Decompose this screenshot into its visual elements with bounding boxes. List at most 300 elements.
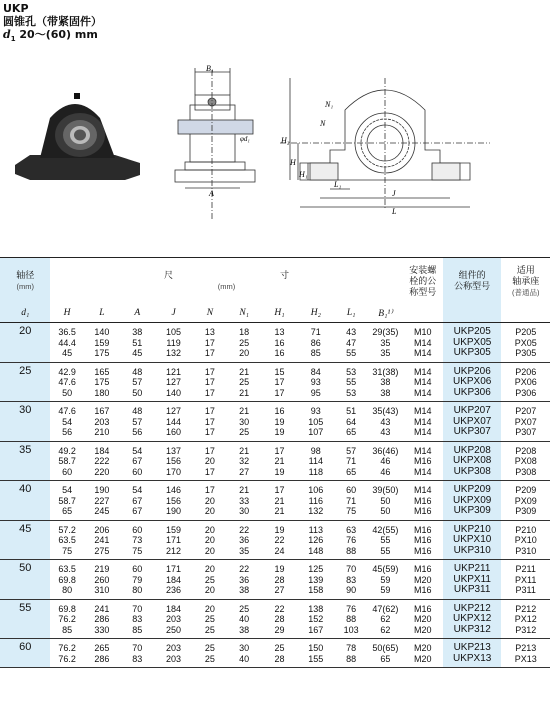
unit-model-cell: UKPX12 xyxy=(443,614,502,625)
dimension-cell: 35 xyxy=(227,546,261,560)
dimension-cell: 62 xyxy=(380,614,391,624)
dimension-cell: 127 xyxy=(166,377,182,387)
dimension-cell: 46 xyxy=(380,456,391,466)
unit-model-cell: UKP209 xyxy=(443,481,502,496)
dimension-cell: 71 xyxy=(346,456,357,466)
dimension-cell: 50 xyxy=(368,506,402,520)
table-row xyxy=(0,402,550,417)
dimension-cell: 69.8 xyxy=(58,603,76,614)
dimension-cell: 148 xyxy=(298,546,334,560)
unit-model-cell: UKPX11 xyxy=(443,575,502,586)
technical-drawing xyxy=(0,50,550,230)
dimension-cell: 250 xyxy=(154,625,192,639)
dimension-cell: 44.4 xyxy=(58,337,76,348)
bore-diameter-cell: 45 xyxy=(0,520,50,560)
dimension-cell: 17 xyxy=(274,485,285,495)
dimension-cell: 310 xyxy=(84,585,120,599)
dimension-cell: 152 xyxy=(308,614,324,624)
dimension-cell: M16 xyxy=(403,506,443,520)
dimension-cell: 83 xyxy=(120,654,154,668)
dimension-cell: 63 xyxy=(346,524,357,535)
unit-model-cell: UKP307 xyxy=(443,427,502,441)
dimension-cell: 150 xyxy=(308,643,324,653)
dimension-cell: 57 xyxy=(132,416,143,427)
unit-model-cell: UKP311 xyxy=(443,585,502,599)
dimension-cell: 42(55) xyxy=(372,524,399,535)
dimension-cell: 190 xyxy=(154,506,192,520)
dimension-cell: 78 xyxy=(346,643,357,653)
dimension-cell: 18 xyxy=(239,327,250,337)
dimension-cell: 245 xyxy=(84,506,120,520)
dimension-cell: M14 xyxy=(413,406,432,416)
unit-model-cell: UKP205 xyxy=(443,323,502,338)
dimension-cell: 28 xyxy=(261,654,297,668)
dimension-cell: 156 xyxy=(166,456,182,466)
dimension-cell: 27 xyxy=(261,585,297,599)
header-housing: 适用 轴承座 (普通品) xyxy=(501,258,550,305)
dimension-cell: 29 xyxy=(261,625,297,639)
dimension-cell: 62 xyxy=(368,625,402,639)
dimension-cell: 45(59) xyxy=(372,564,399,574)
dimension-cell: 21 xyxy=(227,388,261,402)
dimension-cell: 16 xyxy=(274,406,285,416)
dimension-cell: 53 xyxy=(346,366,357,377)
dimension-cell: 85 xyxy=(298,348,334,362)
dimension-cell: 17 xyxy=(204,366,215,377)
dimension-cell: 16 xyxy=(274,337,285,348)
dimension-cell: 75 xyxy=(334,506,368,520)
dimension-cell: 286 xyxy=(94,614,110,624)
dimension-cell: M16 xyxy=(413,495,432,506)
dimension-cell: 106 xyxy=(308,485,324,495)
dimension-cell: 20 xyxy=(204,495,215,506)
table-row xyxy=(0,599,550,614)
dimension-cell: 13 xyxy=(274,327,285,337)
dimension-cell: 30 xyxy=(239,416,250,427)
dimension-cell: 103 xyxy=(334,625,368,639)
dimension-cell: 20 xyxy=(204,603,215,614)
dimension-cell: 73 xyxy=(132,535,143,545)
page-header xyxy=(3,2,102,46)
housing-cell: P306 xyxy=(501,388,550,402)
dimension-cell: 75 xyxy=(50,546,83,560)
dimension-cell: M20 xyxy=(413,643,432,653)
subheader-cell: N₁ xyxy=(227,304,261,323)
label-d1: φd₁ xyxy=(240,135,250,143)
dimension-cell: 76 xyxy=(346,603,357,614)
dimension-cell: 140 xyxy=(94,327,110,337)
dimension-cell: 70 xyxy=(346,564,357,574)
dimension-cell: 140 xyxy=(154,388,192,402)
table-row xyxy=(0,639,550,654)
dimension-cell: 88 xyxy=(334,546,368,560)
dimension-cell: 65 xyxy=(368,654,402,668)
dimension-cell: 59 xyxy=(368,585,402,599)
dimension-cell: 107 xyxy=(298,427,334,441)
dimension-cell: 19 xyxy=(274,416,285,427)
dimension-cell: 203 xyxy=(166,643,182,653)
dimension-cell: 17 xyxy=(204,337,215,348)
dimension-cell: 28 xyxy=(274,574,285,585)
dimension-cell: 21 xyxy=(261,506,297,520)
dimension-cell: 21 xyxy=(274,456,285,466)
header-bore: 轴径 (mm) xyxy=(0,258,50,305)
housing-cell: PX08 xyxy=(514,456,537,466)
dimension-cell: 54 xyxy=(132,445,143,456)
subheader-cell: H₂ xyxy=(298,304,334,323)
housing-cell: P312 xyxy=(501,625,550,639)
dimension-cell: 20 xyxy=(204,456,215,466)
unit-model-cell: UKPX13 xyxy=(443,654,502,668)
unit-model-cell: UKP206 xyxy=(443,362,502,377)
dimension-cell: M14 xyxy=(403,467,443,481)
dimension-cell: 175 xyxy=(84,348,120,362)
dimension-cell: 38 xyxy=(368,388,402,402)
unit-model-cell: UKP309 xyxy=(443,506,502,520)
dimension-cell: 167 xyxy=(298,625,334,639)
pillow-block-photo xyxy=(15,93,140,180)
dimension-cell: 132 xyxy=(154,348,192,362)
dimension-cell: 76.2 xyxy=(58,643,76,653)
dimension-cell: 210 xyxy=(84,427,120,441)
dimension-cell: 36 xyxy=(239,574,250,585)
dimension-cell: 184 xyxy=(94,445,110,456)
label-n: N xyxy=(320,119,326,128)
dimension-cell: M20 xyxy=(413,614,432,624)
dimension-cell: 58.7 xyxy=(58,456,76,466)
dimension-cell: 67 xyxy=(132,495,143,506)
dimension-cell: 36(46) xyxy=(372,445,399,456)
bore-diameter-cell: 50 xyxy=(0,560,50,600)
unit-model-cell: UKPX07 xyxy=(443,417,502,428)
dimension-cell: 25 xyxy=(204,574,215,585)
dimension-cell: 121 xyxy=(166,366,182,377)
dimension-cell: 175 xyxy=(94,377,110,387)
housing-cell: PX12 xyxy=(514,614,537,624)
bore-diameter-cell: 60 xyxy=(0,639,50,668)
dimension-cell: 20 xyxy=(193,546,227,560)
dimension-cell: M16 xyxy=(413,524,432,535)
dimension-cell: 35 xyxy=(368,348,402,362)
dimension-cell: 64 xyxy=(346,416,357,427)
table-row xyxy=(0,585,550,599)
dimension-cell: 171 xyxy=(166,564,182,574)
label-h: H xyxy=(290,158,296,167)
dimensions-table xyxy=(0,257,550,668)
housing-cell: P208 xyxy=(515,445,537,456)
dimension-cell: 43 xyxy=(368,427,402,441)
dimension-cell: 54 xyxy=(62,416,73,427)
dimension-cell: 36 xyxy=(239,535,250,545)
dimension-cell: 98 xyxy=(310,445,321,456)
subheader-cell: N xyxy=(193,304,227,323)
dimension-cell: 22 xyxy=(274,535,285,545)
dimension-cell: 165 xyxy=(94,366,110,377)
unit-model-cell: UKP306 xyxy=(443,388,502,402)
dimension-cell: 57.2 xyxy=(58,524,76,535)
dimension-cell: 55 xyxy=(346,377,357,387)
unit-model-cell: UKP213 xyxy=(443,639,502,654)
dimension-cell: 119 xyxy=(166,337,181,348)
dimension-cell: M14 xyxy=(413,366,432,377)
dimension-cell: 16 xyxy=(261,348,297,362)
dimension-cell: 21 xyxy=(274,495,285,506)
dimension-cell: 65 xyxy=(334,467,368,481)
unit-model-cell: UKPX06 xyxy=(443,377,502,388)
dimension-cell: 30 xyxy=(239,643,250,653)
table-row xyxy=(0,560,550,575)
dimension-cell: 170 xyxy=(154,467,192,481)
dimension-cell: 144 xyxy=(166,416,182,427)
dimension-cell: 29(35) xyxy=(372,327,399,337)
dimension-cell: 260 xyxy=(94,574,110,585)
dimension-cell: 126 xyxy=(308,535,324,545)
unit-model-cell: UKPX05 xyxy=(443,338,502,349)
table-body xyxy=(0,304,550,668)
dimension-cell: M20 xyxy=(413,574,432,585)
dimension-cell: 80 xyxy=(50,585,83,599)
dimension-cell: 33 xyxy=(239,495,250,506)
subheader-cell: A xyxy=(120,304,154,323)
dimension-cell: 38 xyxy=(227,625,261,639)
dimension-cell: 32 xyxy=(239,456,250,466)
dimension-cell: 286 xyxy=(84,654,120,668)
dimension-cell: 25 xyxy=(227,427,261,441)
dimension-cell: 21 xyxy=(239,485,250,495)
subheader-cell: L xyxy=(84,304,120,323)
dimension-cell: 42.9 xyxy=(58,366,76,377)
dimension-cell: 156 xyxy=(166,495,182,506)
dimension-cell: 17 xyxy=(274,445,285,456)
dimension-cell: 25 xyxy=(193,625,227,639)
dimension-cell: 60 xyxy=(132,564,143,574)
housing-cell: PX10 xyxy=(514,535,537,545)
housing-cell: PX13 xyxy=(501,654,550,668)
dimension-cell: 25 xyxy=(193,654,227,668)
housing-cell: P210 xyxy=(515,524,537,535)
dimension-cell: 132 xyxy=(298,506,334,520)
dimension-cell: 206 xyxy=(94,524,110,535)
bore-diameter-cell: 35 xyxy=(0,441,50,481)
subheader-cell: B₁¹⁾ xyxy=(368,304,402,323)
dimension-cell: 227 xyxy=(94,495,110,506)
housing-cell: PX06 xyxy=(514,377,537,387)
table-row xyxy=(0,388,550,402)
unit-model-cell: UKPX09 xyxy=(443,496,502,507)
dimension-cell: M20 xyxy=(403,654,443,668)
dimension-cell: 84 xyxy=(310,366,321,377)
dimension-cell: 71 xyxy=(310,327,321,337)
table-row xyxy=(0,362,550,377)
unit-model-cell: UKPX10 xyxy=(443,535,502,546)
dimension-cell: 35(43) xyxy=(372,406,399,416)
housing-cell: P308 xyxy=(501,467,550,481)
label-a: A xyxy=(209,189,214,198)
dimension-cell: 25 xyxy=(204,614,215,624)
dimension-cell: 46 xyxy=(368,467,402,481)
dimension-cell: M14 xyxy=(413,445,432,456)
dimension-cell: 22 xyxy=(239,524,250,535)
unit-model-cell: UKP210 xyxy=(443,520,502,535)
dimension-cell: 70 xyxy=(132,643,143,653)
dimension-cell: M16 xyxy=(413,535,432,545)
dimension-cell: 48 xyxy=(132,406,143,416)
dimension-cell: 51 xyxy=(346,406,357,416)
housing-cell: P309 xyxy=(501,506,550,520)
header-bolt: 安装螺 栓的公 称型号 xyxy=(403,258,443,305)
table-row xyxy=(0,535,550,546)
subheader-cell: H₁ xyxy=(261,304,297,323)
dimension-cell: 241 xyxy=(94,603,110,614)
bore-diameter-cell: 55 xyxy=(0,599,50,639)
dimension-cell: 19 xyxy=(261,427,297,441)
subheader-cell: J xyxy=(154,304,192,323)
dimension-cell: 60 xyxy=(120,467,154,481)
housing-cell: P205 xyxy=(515,327,537,337)
dimension-cell: M16 xyxy=(413,564,432,574)
bore-range: $d_1$ 20～(60) mm xyxy=(3,28,98,44)
dimension-cell: 76 xyxy=(346,535,357,545)
dimension-cell: 70 xyxy=(132,603,143,614)
dimension-cell: 139 xyxy=(308,574,324,585)
bore-diameter-cell: 25 xyxy=(0,362,50,402)
dimension-cell: 93 xyxy=(310,377,321,387)
dimension-cell: 88 xyxy=(334,654,368,668)
dimension-cell: 137 xyxy=(166,445,182,456)
dimension-cell: 17 xyxy=(204,406,215,416)
label-l: L xyxy=(392,207,397,216)
dimension-cell: 60 xyxy=(50,467,83,481)
dimension-cell: 113 xyxy=(308,524,323,535)
label-h1: H₁ xyxy=(299,170,308,179)
dimension-cell: 28 xyxy=(274,614,285,624)
dimension-cell: 25 xyxy=(204,643,215,653)
dimension-cell: 30 xyxy=(227,506,261,520)
dimension-cell: 19 xyxy=(274,524,285,535)
dimension-cell: 17 xyxy=(261,388,297,402)
housing-cell: P211 xyxy=(515,564,536,574)
table-row xyxy=(0,546,550,560)
dimension-cell: 17 xyxy=(204,485,215,495)
dimension-cell: 63.5 xyxy=(58,564,76,574)
unit-model-cell: UKP207 xyxy=(443,402,502,417)
subheader-cell: H xyxy=(50,304,83,323)
unit-model-cell: UKPX08 xyxy=(443,456,502,467)
subheader-cell: L₁ xyxy=(334,304,368,323)
dimension-cell: 50 xyxy=(120,388,154,402)
dimension-cell: M16 xyxy=(413,456,432,466)
dimension-cell: 21 xyxy=(239,445,250,456)
dimension-cell: 20 xyxy=(204,535,215,545)
housing-cell: P206 xyxy=(515,366,537,377)
housing-cell: PX11 xyxy=(515,574,537,585)
dimension-cell: M14 xyxy=(403,427,443,441)
dimension-cell: 190 xyxy=(94,485,110,495)
dimension-cell: M14 xyxy=(413,485,432,495)
dimension-cell: 53 xyxy=(334,388,368,402)
dimension-cell: 155 xyxy=(298,654,334,668)
dimension-cell: 79 xyxy=(132,574,143,585)
dimension-cell: 47 xyxy=(346,337,357,348)
dimension-cell: 93 xyxy=(310,406,321,416)
dimension-cell: 118 xyxy=(298,467,334,481)
dimension-cell: 40 xyxy=(227,654,261,668)
dimension-cell: 17 xyxy=(204,416,215,427)
table-row xyxy=(0,625,550,639)
dimension-cell: 17 xyxy=(274,377,285,387)
dimension-cell: 86 xyxy=(310,337,321,348)
dimension-cell: 95 xyxy=(298,388,334,402)
unit-model-cell: UKP212 xyxy=(443,599,502,614)
dimension-cell: 220 xyxy=(84,467,120,481)
dimension-cell: 20 xyxy=(204,524,215,535)
label-l1: L₁ xyxy=(334,180,342,189)
housing-cell: P310 xyxy=(501,546,550,560)
housing-cell: P305 xyxy=(501,348,550,362)
dimension-cell: 45 xyxy=(120,348,154,362)
dimension-cell: 60 xyxy=(346,485,357,495)
dimension-cell: 65 xyxy=(334,427,368,441)
dimension-cell: 48 xyxy=(132,366,143,377)
dimension-cell: 184 xyxy=(166,574,182,585)
dimension-cell: 76.2 xyxy=(58,614,76,624)
dimension-cell: M10 xyxy=(413,327,432,337)
table-row xyxy=(0,456,550,467)
dimension-cell: 13 xyxy=(204,327,215,337)
dimension-cell: 20 xyxy=(227,348,261,362)
dimension-cell: 65 xyxy=(50,506,83,520)
dimension-cell: 38 xyxy=(227,585,261,599)
dimension-cell: 63.5 xyxy=(58,535,76,545)
dimension-cell: M20 xyxy=(403,625,443,639)
dimension-cell: 17 xyxy=(193,388,227,402)
dimension-cell: 40 xyxy=(239,614,250,624)
subheader-row xyxy=(0,304,550,323)
dimension-cell: 76.2 xyxy=(50,654,83,668)
table-row xyxy=(0,377,550,388)
dimension-cell: 236 xyxy=(154,585,192,599)
housing-cell: P311 xyxy=(501,585,550,599)
dimension-cell: 22 xyxy=(239,564,250,574)
dimension-cell: 203 xyxy=(154,654,192,668)
dimension-cell: 158 xyxy=(298,585,334,599)
header-dimensions: 尺 寸 (mm) xyxy=(50,258,402,305)
dimension-cell: 19 xyxy=(274,564,285,574)
dimension-cell: 25 xyxy=(239,377,250,387)
dimension-cell: 125 xyxy=(308,564,324,574)
dimension-cell: 47.6 xyxy=(58,406,76,416)
dimension-cell: 167 xyxy=(94,406,110,416)
dimension-cell: 159 xyxy=(166,524,182,535)
dimension-cell: 20 xyxy=(193,585,227,599)
table-row xyxy=(0,614,550,625)
dimension-cell: 114 xyxy=(308,456,323,466)
dimension-cell: M16 xyxy=(403,546,443,560)
housing-cell: PX09 xyxy=(514,495,537,506)
table-row xyxy=(0,427,550,441)
dimension-cell: 24 xyxy=(261,546,297,560)
dimension-cell: 222 xyxy=(94,456,110,466)
label-h2: H₂ xyxy=(281,136,290,145)
table-row xyxy=(0,323,550,338)
dimension-cell: 55 xyxy=(368,546,402,560)
dimension-cell: 22 xyxy=(274,603,285,614)
dimension-cell: 275 xyxy=(84,546,120,560)
front-view xyxy=(280,78,490,210)
dimension-cell: 71 xyxy=(346,495,357,506)
housing-cell: P213 xyxy=(515,643,537,653)
dimension-cell: 85 xyxy=(120,625,154,639)
